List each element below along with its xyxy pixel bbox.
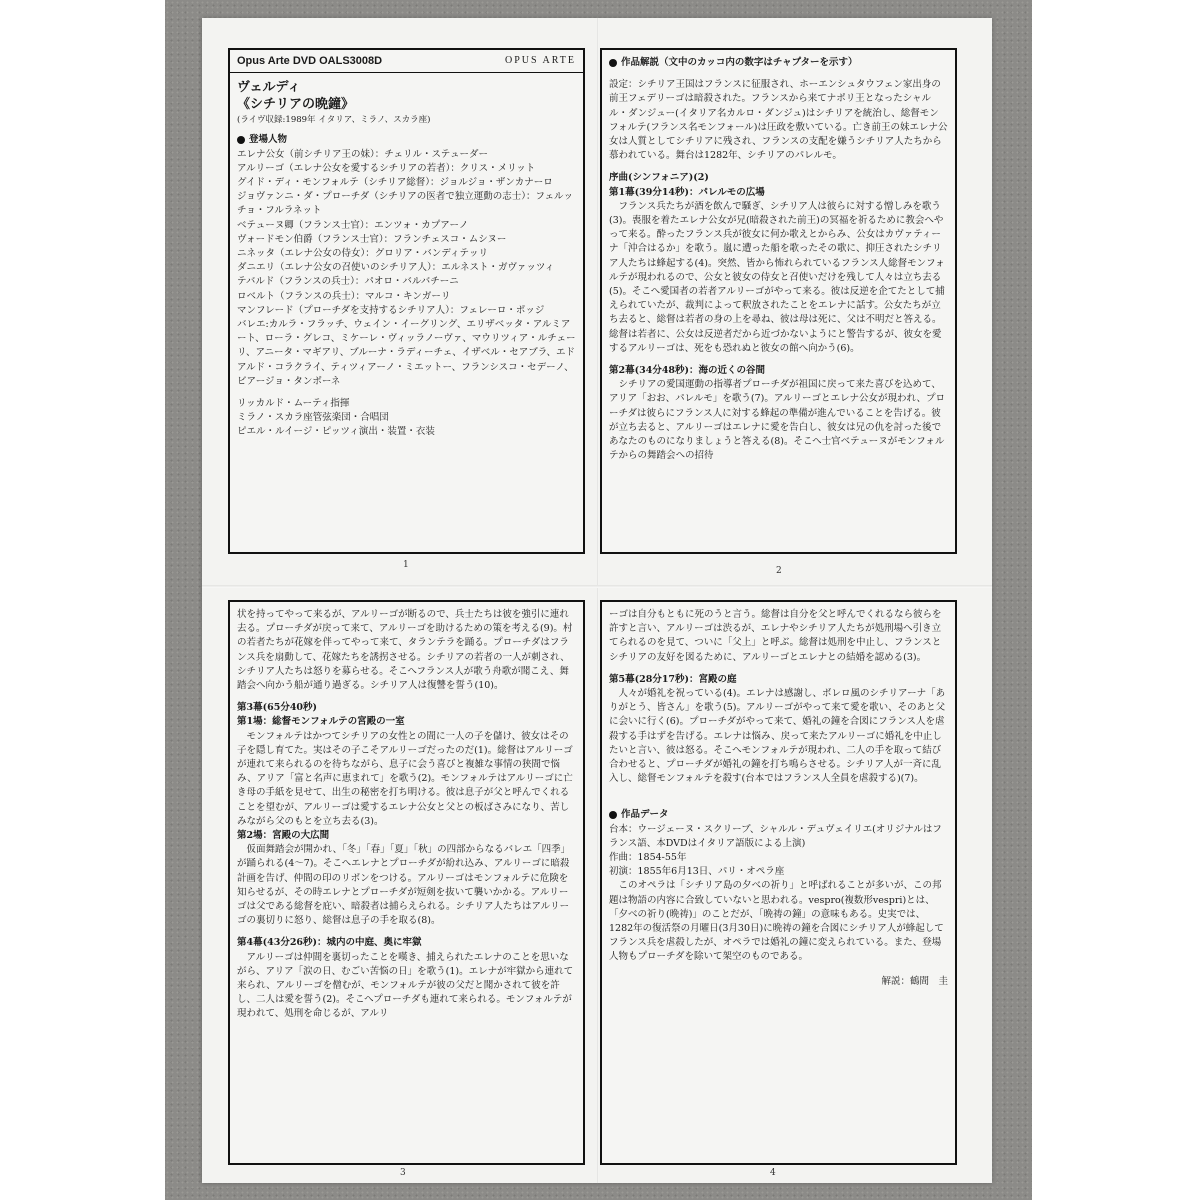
work-title: 《シチリアの晩鐘》	[237, 97, 355, 113]
commentary-credit: 解説：鶴間 圭	[881, 975, 948, 987]
page-number: 4	[770, 1168, 776, 1178]
staff-line: ミラノ・スカラ座管弦楽団・合唱団	[237, 412, 389, 424]
overture-heading: 序曲(シンフォニア)(2)	[609, 172, 709, 184]
act5-heading: 第5幕(28分17秒)：宮殿の庭	[609, 673, 737, 685]
page-number: 2	[776, 566, 782, 576]
cast-line: ジョヴァンニ・ダ・プローチダ（シチリアの医者で独立運動の志士）：フェルッチョ・フルラネット	[237, 191, 574, 217]
vertical-fold	[597, 18, 599, 1183]
act1-heading: 第1幕(39分14秒)：パレルモの広場	[609, 186, 765, 198]
cast-line: ロベルト（フランスの兵士）：マルコ・キンガーリ	[237, 290, 451, 302]
act4-heading: 第4幕(43分26秒)：城内の中庭、奥に牢獄	[237, 937, 422, 949]
continued-text: 状を持ってやって来るが、アルリーゴが断るので、兵士たちは彼を強引に連れ去る。プローチダが戻って来て、アルリーゴを助けるための策を考える(9)。村の若者たちが花嫁を伴ってやって来て、タランテラを踊る。プローチダはフランス兵を扇動して、花嫁たちを誘拐させる。シチリアの若者の一人が刺され、シチリア人たちは怒りを募らせる。そこへフランス人が歌う舟歌が聞こえ、舞踏会へ向かう船が通り過ぎる。シチリア人は復讐を誓う(10)。	[237, 609, 573, 692]
scene1-text: モンフォルテはかつてシチリアの女性との間に一人の子を儲け、彼女はその子を隠し育てた。実はその子こそアルリーゴだったのだ(1)。総督はアルリーゴが連れて来られるのを待ちながら、息子に会う喜びと複雑な事情の狭間で悩み、アリア「富と名声に恵まれて」を歌う(2)。モンフォルテはアルリーゴに亡き母の手紙を見せて、出生の秘密を打ち明ける。彼は息子が父と呼んでくれることを望むが、アルリーゴは愛するエレナ公女と父との板ばさみになり、苦しみながら父のもとを立ち去る(3)。	[237, 730, 573, 827]
page-2-panel	[600, 48, 957, 554]
staff-line: ピエル・ルイージ・ピッツィ演出・装置・衣装	[237, 426, 435, 438]
page-number: 3	[400, 1168, 406, 1178]
act3-heading: 第3幕(65分40秒)	[237, 702, 318, 714]
cast-line: ベテューヌ卿（フランス士官）：エンツォ・カプアーノ	[237, 219, 469, 231]
note-text: このオペラは「シチリア島の夕べの祈り」と呼ばれることが多いが、この邦題は物語の内容に合致していないと思われる。vespro(複数形vespri)とは、「夕べの祈り(晩祷)」のことだが、「晩祷の鐘」の意味もある。史実では、1282年の復活祭の月曜日(3月30日)に晩祷の鐘を合図にシチリア人が蜂起してフランス兵を虐殺したが、オペラでは婚礼の鐘に変えられている。また、登場人物もプローチダを除いて架空のものである。	[609, 880, 944, 963]
act4-text: アルリーゴは仲間を裏切ったことを嘆き、捕えられたエレナのことを思いながら、アリア「涙の日、むごい苦悩の日」を歌う(1)。エレナが牢獄から連れて来られ、アルリーゴを僧むが、モンフォルテが彼の父だと聞かされて彼を許し、二人は愛を誓う(2)。そこへプローチダも連れて来られる。モンフォルテが現われて、処刑を命じるが、アルリ	[237, 951, 574, 1020]
scene2-text: 仮面舞踏会が開かれ、「冬」「春」「夏」「秋」の四部からなるバレエ「四季」が踊られる(4～7)。そこへエレナとプローチダが紛れ込み、アルリーゴに暗殺計画を告げ、仲間の印のリボンをつける。アルリーゴはモンフォルテに危険を知らせるが、その時エレナとプローチダが短剣を抜いて襲いかかる。アルリーゴは父である総督を庇い、暗殺者は捕らえられる。シチリア人たちはアルリーゴの裏切りに怒り、総督は息子の手を取る(8)。	[237, 844, 571, 927]
staff-line: リッカルド・ムーティ指揮	[237, 398, 350, 410]
premiere-line: 初演：1855年6月13日、パリ・オペラ座	[609, 866, 785, 878]
cast-line: ダニエリ（エレナ公女の召使いのシチリア人）：エルネスト・ガヴァッツィ	[237, 262, 555, 274]
act2-text: シチリアの愛国運動の指導者プローチダが祖国に戻って来た喜びを込めて、アリア「おお、パレルモ」を歌う(7)。アルリーゴとエレナ公女が現われ、プローチダは彼らにフランス人に対する蜂起の準備が進んでいることを告げる。彼が立ち去ると、アルリーゴはエレナに愛を告白し、彼女は兄の仇を討った後であなたのものになりましょうと答える(8)。そこへ士官ベテューヌがモンフォルテからの舞踏会への招待	[609, 379, 946, 462]
composer: ヴェルディ	[237, 80, 301, 96]
cast-line: エレナ公女（前シチリア王の妹）：チェリル・ステューダー	[237, 148, 488, 160]
page-1-panel	[228, 48, 585, 554]
continued-text: ーゴは自分もともに死のうと言う。総督は自分を父と呼んでくれるなら彼らを許すと言い、アルリーゴは渋るが、エレナやシチリア人たちが処刑場へ引き立てられるのを見て、ついに「父上」と呼ぶ。総督は処刑を中止し、フランスとシチリアの友好を図るために、アルリーゴとエレナとの結婚を認める(3)。	[609, 609, 942, 663]
page-number: 1	[403, 560, 409, 570]
horizontal-fold	[202, 585, 992, 588]
composed-line: 作曲：1854-55年	[609, 852, 687, 864]
cast-line: ニネッタ（エレナ公女の侍女）：グロリア・バンディテッリ	[237, 248, 488, 260]
opus-arte-logo: OPUS ARTE	[504, 55, 576, 66]
scene1-heading: 第1場：総督モンフォルテの宮殿の一室	[237, 716, 405, 728]
commentary-heading: 作品解説（文中のカッコ内の数字はチャプターを示す）	[609, 56, 948, 70]
cast-line: アルリーゴ（エレナ公女を愛するシチリアの若者）：クリス・メリット	[237, 162, 536, 174]
cast-line: バレエ:カルラ・フラッチ、ウェイン・イーグリング、エリザベッタ・アルミアート、ローラ・グレコ、ミケーレ・ヴィッラノーヴァ、マウリツィア・ルチェーリ、アニータ・マギアリ、ブルーナ・ラディーチェ、イザベル・セアブラ、エドアルド・コラクライ、ティツィアーノ・ミエットー、フランシスコ・セデーノ、ビアージョ・タンボーネ	[237, 319, 576, 387]
cast-line: マンフレード（プローチダを支持するシチリア人）：フェレーロ・ポッジ	[237, 304, 545, 316]
catalog-number: Opus Arte DVD OALS3008D	[237, 55, 383, 67]
bullet-icon	[609, 811, 617, 819]
cast-line: ヴォードモン伯爵（フランス士官）：フランチェスコ・ムシヌー	[237, 233, 507, 245]
cast-heading: 登場人物	[237, 133, 576, 147]
page-4-panel	[600, 600, 957, 1165]
page-3-panel	[228, 600, 585, 1165]
scene2-heading: 第2場：宮殿の大広間	[237, 830, 330, 842]
libretto-line: 台本：ウージェーヌ・スクリーブ、シャルル・デュヴェイリエ(オリジナルはフランス語、本DVDはイタリア語版による上演)	[609, 823, 942, 849]
work-data-heading: 作品データ	[609, 808, 948, 822]
act2-heading: 第2幕(34分48秒)：海の近くの谷間	[609, 365, 766, 377]
act1-text: フランス兵たちが酒を飲んで騒ぎ、シチリア人は彼らに対する憎しみを歌う(3)。喪服を着たエレナ公女が兄(暗殺された前王)の冥福を祈るために教会へやって来る。酔ったフランス兵が彼女に何か歌えとからみ、公女はカヴァティーナ「沖合はるか」を歌う。嵐に遭った船を歌ったその歌に、抑圧されたシチリア人たちは蜂起する(4)。突然、皆から怖れられているフランス人総督モンフォルテが現われるので、公女と彼女の侍女と召使いだけを残して人々は立ち去る(5)。そこへ愛国者の若者アルリーゴがやって来る。彼は反逆を企てたとして捕えられていたが、裁判によって釈放されたことをエレナに話す。公女たちが立ち去ると、総督は若者の身の上を尋ね、彼は母は死に、父は不明だと答える。総督は若者に、公女は反逆者だから近づかないようにと警告するが、彼女を愛するアルリーゴは、死をも恐れぬと彼女の館へ向かう(6)。	[609, 200, 945, 354]
cast-line: テバルド（フランスの兵士）：パオロ・バルバチーニ	[237, 276, 459, 288]
act5-text: 人々が婚礼を祝っている(4)。エレナは感謝し、ボレロ風のシチリアーナ「ありがとう、皆さん」を歌う(5)。アルリーゴがやって来て愛を歌い、そのあと父に会いに行く(6)。プローチダがやって来て、婚礼の鐘を合図にフランス人を虐殺する手はずを告げる。エレナは悩み、戻って来たアルリーゴに婚礼を中止したいと言い、彼は怒る。そこへモンフォルテが現われ、二人の手を取って結び合わせると、プローチダが婚礼の鐘を打ち鳴らさせる。シチリア人が一斉に乱入し、総督モンフォルテを殺す(台本ではフランス人全員を虐殺する)(7)。	[609, 688, 946, 785]
cast-line: グイド・ディ・モンフォルテ（シチリア総督）：ジョルジョ・ザンカナーロ	[237, 177, 553, 189]
setting-text: 設定：シチリア王国はフランスに征服され、ホーエンシュタウフェン家出身の前王フェデリーゴは暗殺された。フランスから来てナポリ王となったシャルル・ダンジュー(イタリア名カルロ・ダンジュ)はシチリアを統治し、総督モンフォルテ(フランス名モンフォール)は圧政を敷いている。亡き前王の妹エレナ公女は人質としてシチリアに残され、フランスの支配を嫌うシチリア人たちから慕われている。舞台は1282年、シチリアのパレルモ。	[609, 79, 948, 162]
bullet-icon	[609, 59, 617, 67]
recording-info: (ライヴ収録:1989年 イタリア、ミラノ、スカラ座)	[237, 115, 431, 126]
bullet-icon	[237, 136, 245, 144]
page-1-header	[230, 50, 583, 73]
